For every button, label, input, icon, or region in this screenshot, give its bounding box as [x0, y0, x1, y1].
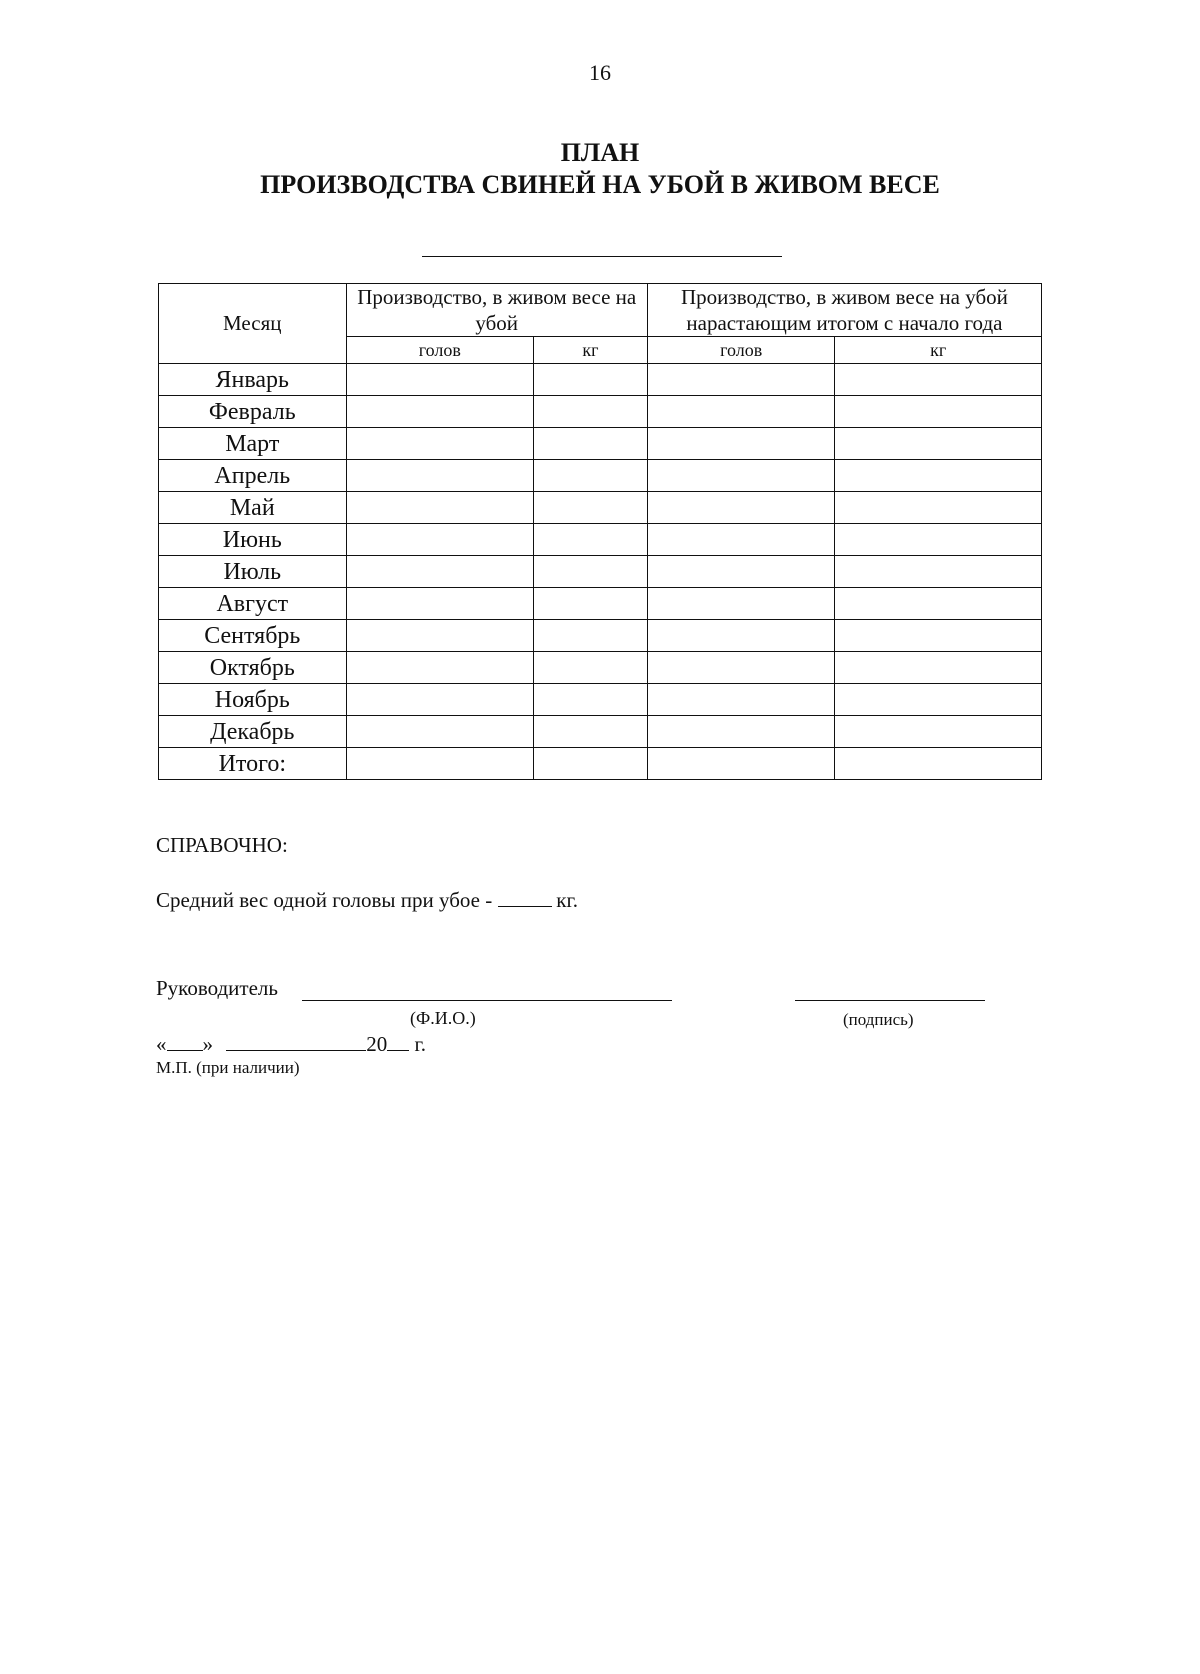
cumulative-kg-cell[interactable]	[835, 684, 1042, 716]
table-row	[159, 748, 1042, 780]
month-cell: Сентябрь	[159, 620, 347, 652]
table-row	[159, 620, 1042, 652]
month-cell: Январь	[159, 364, 347, 396]
month-cell: Ноябрь	[159, 684, 347, 716]
cumulative-kg-cell[interactable]	[835, 396, 1042, 428]
table-row	[159, 588, 1042, 620]
date-open-quote: «	[156, 1032, 167, 1056]
heads-cell[interactable]	[346, 524, 534, 556]
document-title: ПЛАН	[560, 138, 640, 167]
month-cell: Октябрь	[159, 652, 347, 684]
cumulative-heads-cell[interactable]	[647, 652, 835, 684]
cumulative-heads-cell[interactable]	[647, 364, 835, 396]
cumulative-group-header: Производство, в живом весе на убой нарастающим итогом с начало года	[647, 284, 1041, 337]
month-cell: Апрель	[159, 460, 347, 492]
month-cell: Май	[159, 492, 347, 524]
average-weight-label: Средний вес одной головы при убое -	[156, 888, 493, 912]
heads-cell[interactable]	[346, 620, 534, 652]
month-cell: Июль	[159, 556, 347, 588]
table-row	[159, 524, 1042, 556]
kg-cell[interactable]	[534, 652, 648, 684]
kg-cell[interactable]	[534, 684, 648, 716]
year-prefix: 20	[366, 1032, 388, 1056]
table-row	[159, 460, 1042, 492]
day-blank[interactable]	[167, 1032, 203, 1051]
kg-cell[interactable]	[534, 364, 648, 396]
heads-cell[interactable]	[346, 492, 534, 524]
month-cell: Август	[159, 588, 347, 620]
cumulative-kg-cell[interactable]	[835, 748, 1042, 780]
page-number: 16	[589, 60, 611, 85]
cumulative-heads-cell[interactable]	[647, 556, 835, 588]
heads-cell[interactable]	[346, 588, 534, 620]
cumulative-kg-cell[interactable]	[835, 588, 1042, 620]
cumulative-kg-cell[interactable]	[835, 364, 1042, 396]
table-row	[159, 428, 1042, 460]
document-subtitle: ПРОИЗВОДСТВА СВИНЕЙ НА УБОЙ В ЖИВОМ ВЕСЕ	[260, 170, 940, 199]
cumulative-heads-cell[interactable]	[647, 492, 835, 524]
kg-subheader: кг	[534, 337, 648, 364]
year-blank[interactable]	[387, 1032, 409, 1051]
heads-cell[interactable]	[346, 684, 534, 716]
production-plan-table	[158, 283, 1042, 780]
cumulative-heads-cell[interactable]	[647, 620, 835, 652]
kg-cell[interactable]	[534, 396, 648, 428]
stamp-note: М.П. (при наличии)	[156, 1058, 300, 1077]
cumulative-kg-cell[interactable]	[835, 428, 1042, 460]
cumulative-kg-cell[interactable]	[835, 716, 1042, 748]
average-weight-unit: кг.	[556, 888, 578, 912]
cumulative-kg-cell[interactable]	[835, 652, 1042, 684]
heads-cell[interactable]	[346, 716, 534, 748]
cumulative-kg-cell[interactable]	[835, 524, 1042, 556]
head-label: Руководитель	[156, 976, 278, 1000]
cumulative-kg-cell[interactable]	[835, 460, 1042, 492]
average-weight-line	[156, 888, 578, 913]
kg-cell[interactable]	[534, 428, 648, 460]
average-weight-blank[interactable]	[498, 890, 552, 907]
cumulative-heads-cell[interactable]	[647, 524, 835, 556]
table-row	[159, 364, 1042, 396]
kg-cell[interactable]	[534, 620, 648, 652]
kg-cell[interactable]	[534, 460, 648, 492]
date-line	[156, 1032, 426, 1057]
heads-cell[interactable]	[346, 652, 534, 684]
date-close-quote: »	[202, 1032, 213, 1056]
month-cell: Итого:	[159, 748, 347, 780]
signature-blank-line[interactable]	[795, 1000, 985, 1001]
cumulative-heads-cell[interactable]	[647, 748, 835, 780]
cumulative-heads-cell[interactable]	[647, 716, 835, 748]
year-suffix: г.	[414, 1032, 426, 1056]
table-row	[159, 684, 1042, 716]
month-blank[interactable]	[226, 1032, 366, 1051]
table-row	[159, 716, 1042, 748]
signature-caption: (подпись)	[843, 1010, 914, 1029]
table-row	[159, 396, 1042, 428]
heads-cell[interactable]	[346, 428, 534, 460]
month-cell: Декабрь	[159, 716, 347, 748]
cumulative-heads-cell[interactable]	[647, 684, 835, 716]
production-group-header: Производство, в живом весе на убой	[346, 284, 647, 337]
cumulative-heads-cell[interactable]	[647, 588, 835, 620]
heads-cell[interactable]	[346, 748, 534, 780]
reference-label: СПРАВОЧНО:	[156, 833, 288, 857]
month-cell: Июнь	[159, 524, 347, 556]
cumulative-heads-cell[interactable]	[647, 396, 835, 428]
table-row	[159, 652, 1042, 684]
cumulative-kg-cell[interactable]	[835, 556, 1042, 588]
table-row	[159, 492, 1042, 524]
cumulative-heads-cell[interactable]	[647, 428, 835, 460]
kg-cell[interactable]	[534, 492, 648, 524]
heads-cell[interactable]	[346, 556, 534, 588]
cumulative-heads-subheader: голов	[647, 337, 835, 364]
cumulative-kg-subheader: кг	[835, 337, 1042, 364]
heads-cell[interactable]	[346, 396, 534, 428]
heads-cell[interactable]	[346, 460, 534, 492]
kg-cell[interactable]	[534, 524, 648, 556]
fio-caption: (Ф.И.О.)	[410, 1008, 476, 1028]
cumulative-kg-cell[interactable]	[835, 492, 1042, 524]
month-cell: Март	[159, 428, 347, 460]
organization-blank-line[interactable]	[422, 256, 782, 257]
cumulative-heads-cell[interactable]	[647, 460, 835, 492]
month-cell: Февраль	[159, 396, 347, 428]
kg-cell[interactable]	[534, 748, 648, 780]
month-column-header: Месяц	[159, 284, 347, 364]
fio-blank-line[interactable]	[302, 1000, 672, 1001]
heads-subheader: голов	[346, 337, 534, 364]
cumulative-kg-cell[interactable]	[835, 620, 1042, 652]
heads-cell[interactable]	[346, 364, 534, 396]
kg-cell[interactable]	[534, 716, 648, 748]
kg-cell[interactable]	[534, 588, 648, 620]
table-row	[159, 556, 1042, 588]
kg-cell[interactable]	[534, 556, 648, 588]
